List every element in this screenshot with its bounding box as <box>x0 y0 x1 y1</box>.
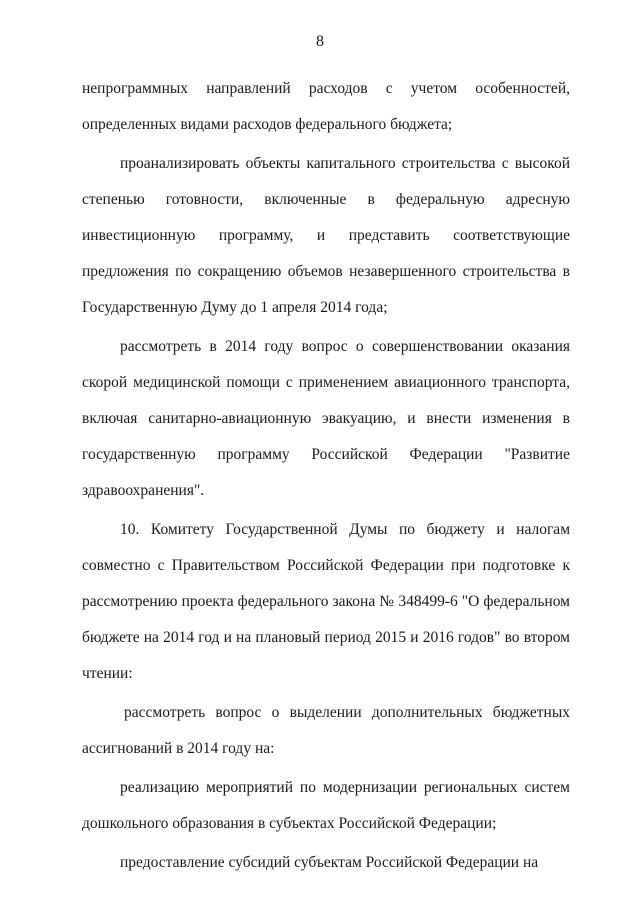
page-number: 8 <box>316 33 324 50</box>
paragraph-nonprogram-expenses: непрограммных направлений расходов с учетом особенностей, определенных видами расходов федерального бюджета; <box>82 80 570 133</box>
paragraph-item-10-budget-committee: 10. Комитету Государственной Думы по бюджету и налогам совместно с Правительством Российской Федерации при подготовке к рассмотрению проекта федерального закона № 348499-6 "О федеральном бюджете на 2014 год и на плановый период 2015 и 2016 годов" во втором чтении: <box>82 521 570 682</box>
paragraph-additional-allocations: рассмотреть вопрос о выделении дополнительных бюджетных ассигнований в 2014 году на: <box>82 704 570 757</box>
paragraph-capital-construction: проанализировать объекты капитального строительства с высокой степенью готовности, включенные в федеральную адресную инвестиционную программу, и представить соответствующие предложения по сокращению объемов незавершенного строительства в Государственную Думу до 1 апреля 2014 года; <box>82 155 570 316</box>
document-body <box>82 71 570 881</box>
paragraph-air-ambulance: рассмотреть в 2014 году вопрос о совершенствовании оказания скорой медицинской помощи с применением авиационного транспорта, включая санитарно-авиационную эвакуацию, и внести изменения в государственную программу Российской Федерации "Развитие здравоохранения". <box>82 338 570 499</box>
paragraph-preschool-modernization: реализацию мероприятий по модернизации региональных систем дошкольного образования в субъектах Российской Федерации; <box>82 779 570 832</box>
paragraph-subsidies: предоставление субсидий субъектам Российской Федерации на <box>120 854 539 871</box>
